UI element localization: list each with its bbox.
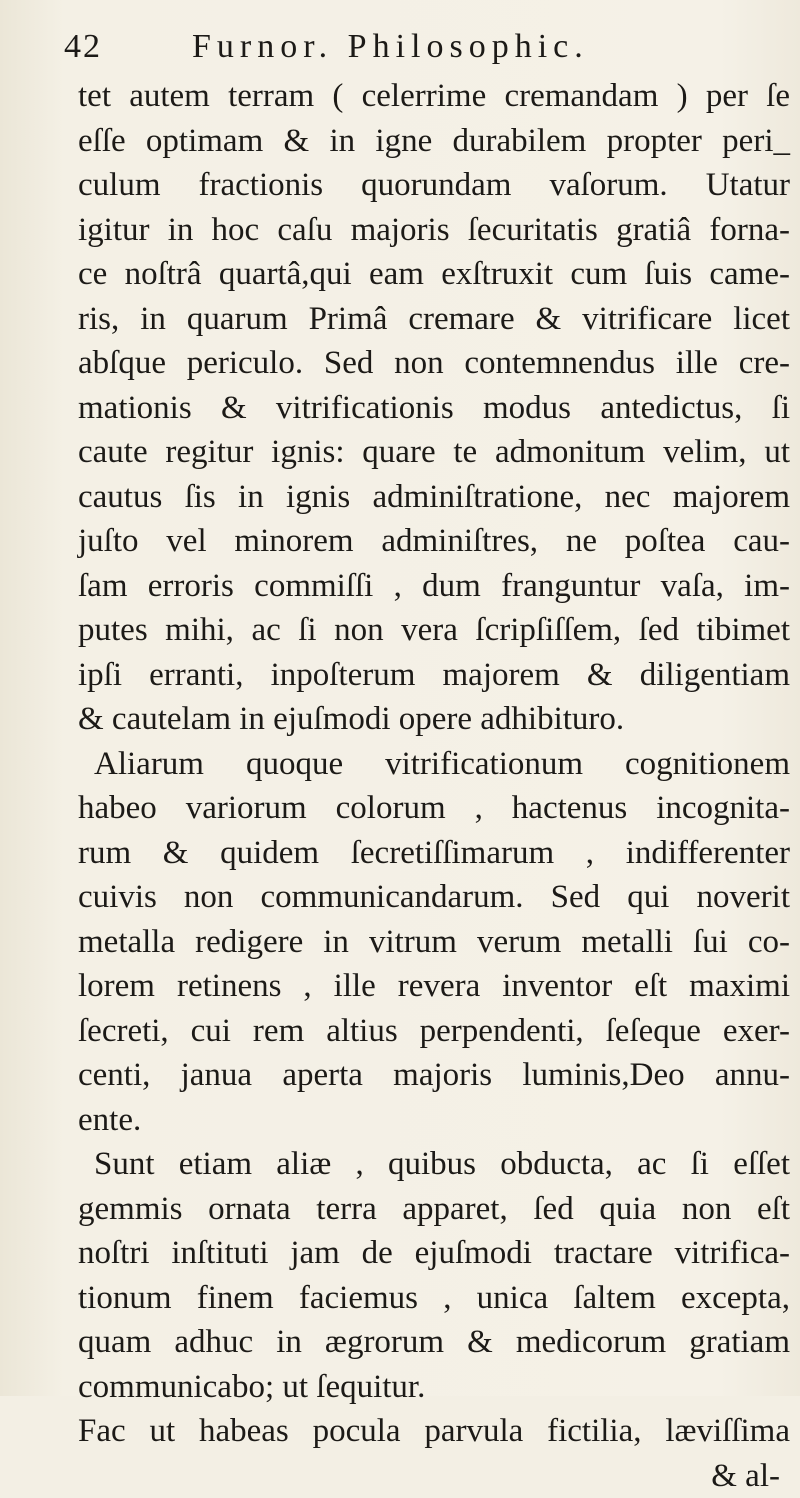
text-line: habeo variorum colorum , hactenus incognita-: [78, 786, 790, 831]
text-line: ente.: [78, 1098, 790, 1143]
page-header: [64, 28, 760, 68]
text-line: tet autem terram ( celerrime cremandam ) per ſe: [78, 74, 790, 119]
paragraph-start: Aliarum quoque vitrificationum cognitionem: [78, 742, 790, 787]
text-line: ipſi erranti, inpoſterum majorem & diligentiam: [78, 653, 790, 698]
text-line: abſque periculo. Sed non contemnendus ille cre-: [78, 341, 790, 386]
text-line: metalla redigere in vitrum verum metalli ſui co-: [78, 920, 790, 965]
text-line: culum fractionis quorundam vaſorum. Utatur: [78, 163, 790, 208]
text-line: putes mihi, ac ſi non vera ſcripſiſſem, ſed tibimet: [78, 608, 790, 653]
text-line: tionum finem faciemus , unica ſaltem excepta,: [78, 1276, 790, 1321]
text-line: ris, in quarum Primâ cremare & vitrificare licet: [78, 297, 790, 342]
text-line: cuivis non communicandarum. Sed qui noverit: [78, 875, 790, 920]
text-line: juſto vel minorem adminiſtres, ne poſtea cau-: [78, 519, 790, 564]
text-line: Fac ut habeas pocula parvula fictilia, læviſſima: [78, 1409, 790, 1454]
text-line: centi, janua aperta majoris luminis,Deo annu-: [78, 1053, 790, 1098]
text-line: ſecreti, cui rem altius perpendenti, ſeſeque exer-: [78, 1009, 790, 1054]
text-line: lorem retinens , ille revera inventor eſt maximi: [78, 964, 790, 1009]
text-line: communicabo; ut ſequitur.: [78, 1365, 790, 1410]
page-number: 42: [64, 28, 102, 66]
body-text: [78, 74, 790, 1498]
text-line: quam adhuc in ægrorum & medicorum gratiam: [78, 1320, 790, 1365]
text-line: eſſe optimam & in igne durabilem propter peri_: [78, 119, 790, 164]
paragraph-start: Sunt etiam aliæ , quibus obducta, ac ſi eſſet: [78, 1142, 790, 1187]
catchword: & al-: [78, 1454, 790, 1498]
text-line: igitur in hoc caſu majoris ſecuritatis gratiâ forna-: [78, 208, 790, 253]
text-line: cautus ſis in ignis adminiſtratione, nec majorem: [78, 475, 790, 520]
text-line: rum & quidem ſecretiſſimarum , indifferenter: [78, 831, 790, 876]
text-line: gemmis ornata terra apparet, ſed quia non eſt: [78, 1187, 790, 1232]
text-line: & cautelam in ejuſmodi opere adhibituro.: [78, 697, 790, 742]
text-line: ce noſtrâ quartâ,qui eam exſtruxit cum ſuis came-: [78, 252, 790, 297]
text-line: noſtri inſtituti jam de ejuſmodi tractare vitrifica-: [78, 1231, 790, 1276]
text-line: caute regitur ignis: quare te admonitum velim, ut: [78, 430, 790, 475]
text-line: mationis & vitrificationis modus antedictus, ſi: [78, 386, 790, 431]
running-title: Furnor. Philosophic.: [192, 28, 589, 66]
text-line: ſam erroris commiſſi , dum franguntur vaſa, im-: [78, 564, 790, 609]
